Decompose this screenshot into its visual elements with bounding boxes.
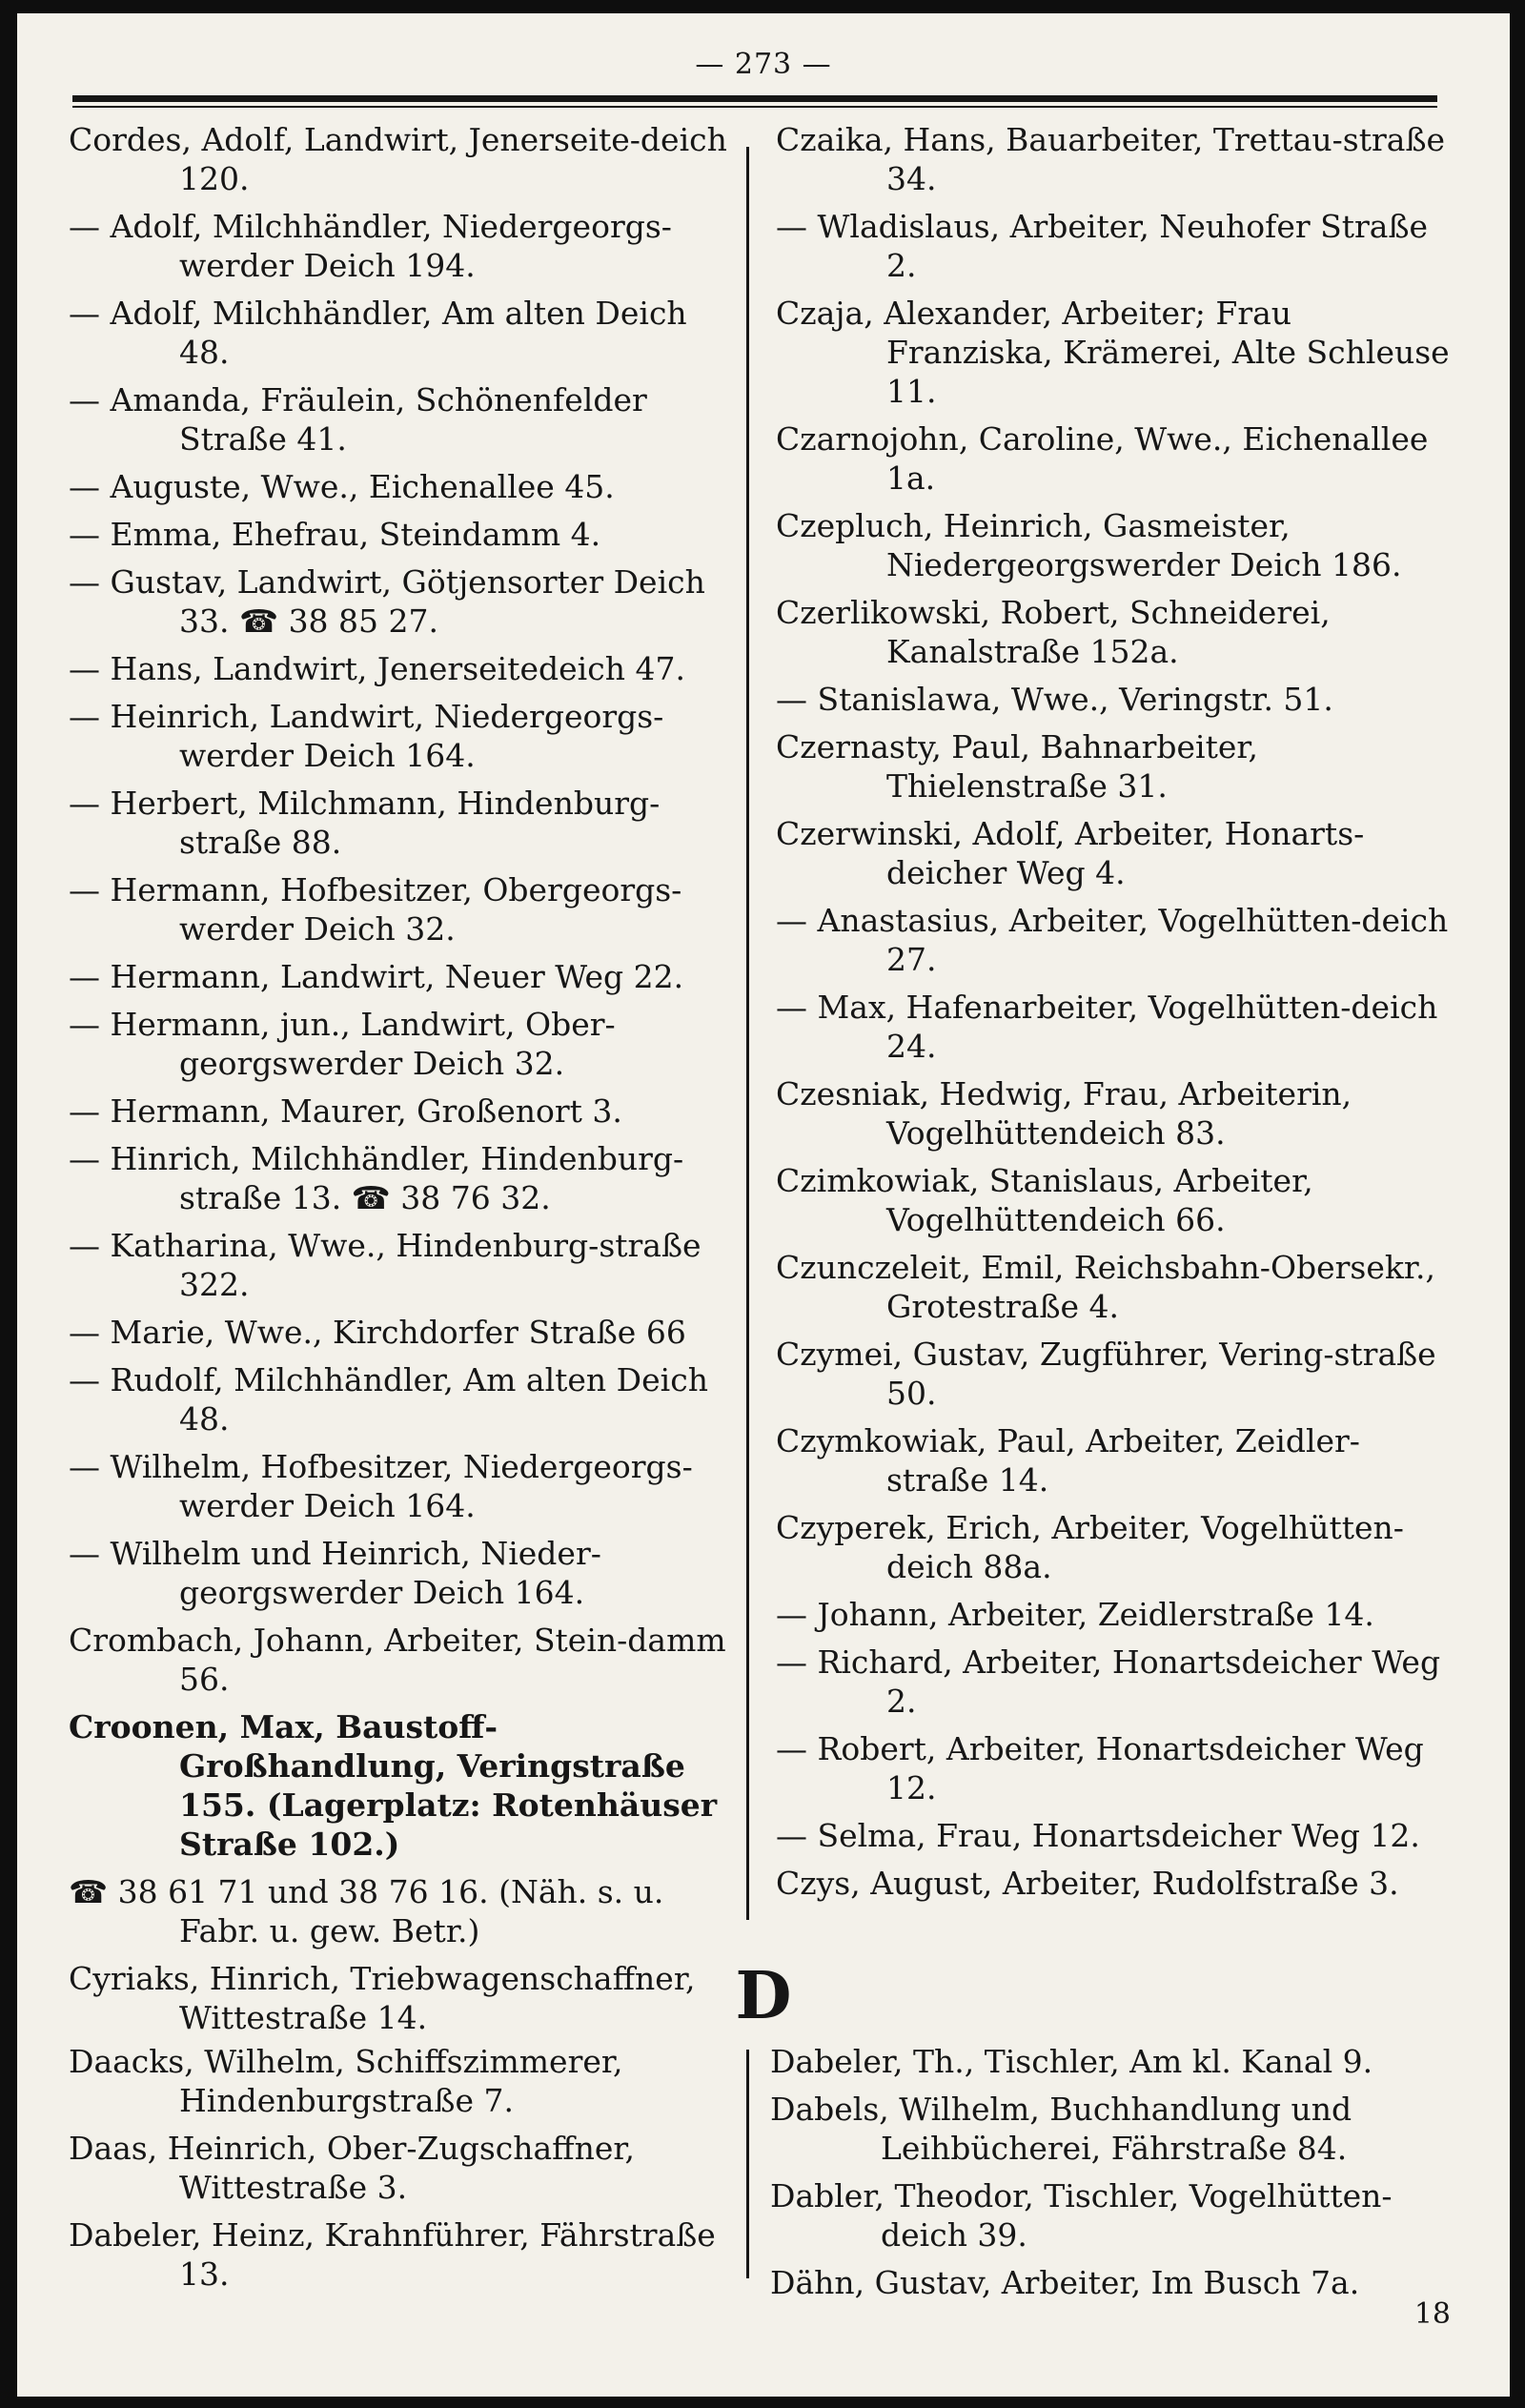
bottom-right-column [770, 2042, 1456, 2311]
directory-entry: — Anastasius, Arbeiter, Vogelhütten-deich 27. [776, 902, 1458, 978]
directory-entry: Daas, Heinrich, Ober-Zugschaffner, Wittestraße 3. [69, 2130, 645, 2206]
directory-entry: Czymkowiak, Paul, Arbeiter, Zeidler-straße 14. [776, 1422, 1360, 1499]
directory-entry: — Rudolf, Milchhändler, Am alten Deich 48. [69, 1361, 719, 1438]
directory-entry: — Richard, Arbeiter, Honartsdeicher Weg 2. [776, 1643, 1451, 1720]
directory-entry: Czys, August, Arbeiter, Rudolfstraße 3. [776, 1865, 1399, 1902]
page-number: — 273 — [695, 48, 832, 81]
right-column [776, 120, 1460, 1911]
bottom-column-divider [746, 2050, 749, 2278]
directory-entry: Czymei, Gustav, Zugführer, Vering-straße 50. [776, 1336, 1447, 1412]
directory-entry: Czyperek, Erich, Arbeiter, Vogelhütten-deich 88a. [776, 1509, 1404, 1585]
directory-entry: — Herbert, Milchmann, Hindenburg-straße 88. [69, 785, 661, 861]
directory-entry: — Hermann, Hofbesitzer, Obergeorgs-werder Deich 32. [69, 871, 682, 948]
directory-entry: — Auguste, Wwe., Eichenallee 45. [69, 468, 615, 505]
directory-entry: — Amanda, Fräulein, Schönenfelder Straße 41. [69, 381, 658, 458]
directory-entry: Crombach, Johann, Arbeiter, Stein-damm 56. [69, 1622, 737, 1698]
directory-entry: — Wladislaus, Arbeiter, Neuhofer Straße 2. [776, 208, 1438, 284]
directory-entry: — Marie, Wwe., Kirchdorfer Straße 66 [69, 1314, 686, 1351]
left-column [69, 120, 745, 2046]
directory-entry: — Hans, Landwirt, Jenerseitedeich 47. [69, 650, 685, 687]
directory-entry: — Hermann, Landwirt, Neuer Weg 22. [69, 958, 684, 995]
directory-entry: — Gustav, Landwirt, Götjensorter Deich 33. ☎ 38 85 27. [69, 563, 716, 640]
directory-entry: — Adolf, Milchhändler, Niedergeorgs-werder Deich 194. [69, 208, 672, 284]
directory-entry: Cyriaks, Hinrich, Triebwagenschaffner, Wittestraße 14. [69, 1960, 705, 2036]
directory-entry: Daacks, Wilhelm, Schiffszimmerer, Hindenburgstraße 7. [69, 2043, 634, 2119]
directory-page [17, 13, 1510, 2397]
directory-entry: — Emma, Ehefrau, Steindamm 4. [69, 516, 601, 553]
directory-entry: — Hermann, Maurer, Großenort 3. [69, 1092, 622, 1130]
bottom-left-column [69, 2042, 736, 2302]
directory-entry: — Johann, Arbeiter, Zeidlerstraße 14. [776, 1596, 1374, 1633]
directory-entry: — Hinrich, Milchhändler, Hindenburg-straße 13. ☎ 38 76 32. [69, 1140, 684, 1216]
column-divider [746, 147, 749, 1920]
signature-mark: 18 [1413, 2297, 1451, 2331]
directory-entry: Dabels, Wilhelm, Buchhandlung und Leihbücherei, Fährstraße 84. [770, 2091, 1362, 2167]
directory-entry: — Wilhelm, Hofbesitzer, Niedergeorgs-werder Deich 164. [69, 1448, 693, 1524]
directory-entry: — Adolf, Milchhändler, Am alten Deich 48. [69, 295, 698, 371]
header-rule-thin [72, 106, 1437, 108]
header-rule-thick [72, 95, 1437, 102]
directory-entry: Czesniak, Hedwig, Frau, Arbeiterin, Vogelhüttendeich 83. [776, 1075, 1362, 1152]
directory-entry: Dabler, Theodor, Tischler, Vogelhütten-deich 39. [770, 2177, 1393, 2254]
directory-entry: — Wilhelm und Heinrich, Nieder-georgswerder Deich 164. [69, 1535, 601, 1611]
directory-entry: — Stanislawa, Wwe., Veringstr. 51. [776, 681, 1333, 718]
directory-entry: ☎ 38 61 71 und 38 76 16. (Näh. s. u. Fabr. u. gew. Betr.) [69, 1873, 674, 1949]
directory-entry: — Robert, Arbeiter, Honartsdeicher Weg 12. [776, 1730, 1434, 1806]
directory-entry: Dähn, Gustav, Arbeiter, Im Busch 7a. [770, 2264, 1360, 2301]
section-letter: D [735, 1958, 792, 2034]
directory-entry: — Selma, Frau, Honartsdeicher Weg 12. [776, 1817, 1420, 1854]
directory-entry: — Katharina, Wwe., Hindenburg-straße 322. [69, 1227, 712, 1303]
directory-entry: — Heinrich, Landwirt, Niedergeorgs-werder Deich 164. [69, 698, 664, 774]
directory-entry: Czepluch, Heinrich, Gasmeister, Niedergeorgswerder Deich 186. [776, 507, 1402, 583]
directory-entry: — Hermann, jun., Landwirt, Ober-georgswerder Deich 32. [69, 1006, 616, 1082]
directory-entry: Croonen, Max, Baustoff-Großhandlung, Veringstraße 155. (Lagerplatz: Rotenhäuser Straße 102.) [69, 1708, 728, 1863]
directory-entry: Czaika, Hans, Bauarbeiter, Trettau-straße 34. [776, 121, 1455, 197]
directory-entry: Dabeler, Th., Tischler, Am kl. Kanal 9. [770, 2043, 1373, 2080]
directory-entry: Czerlikowski, Robert, Schneiderei, Kanalstraße 152a. [776, 594, 1341, 670]
directory-entry: Czimkowiak, Stanislaus, Arbeiter, Vogelhüttendeich 66. [776, 1162, 1324, 1238]
directory-entry: Dabeler, Heinz, Krahnführer, Fährstraße 13. [69, 2216, 726, 2293]
directory-entry: Czarnojohn, Caroline, Wwe., Eichenallee 1a. [776, 420, 1438, 497]
directory-entry: Czerwinski, Adolf, Arbeiter, Honarts-deicher Weg 4. [776, 815, 1365, 891]
directory-entry: Czunczeleit, Emil, Reichsbahn-Obersekr., Grotestraße 4. [776, 1249, 1446, 1325]
directory-entry: Cordes, Adolf, Landwirt, Jenerseite-deich 120. [69, 121, 738, 197]
directory-entry: Czaja, Alexander, Arbeiter; Frau Franziska, Krämerei, Alte Schleuse 11. [776, 295, 1460, 410]
directory-entry: — Max, Hafenarbeiter, Vogelhütten-deich 24. [776, 989, 1448, 1065]
directory-entry: Czernasty, Paul, Bahnarbeiter, Thielenstraße 31. [776, 728, 1269, 805]
